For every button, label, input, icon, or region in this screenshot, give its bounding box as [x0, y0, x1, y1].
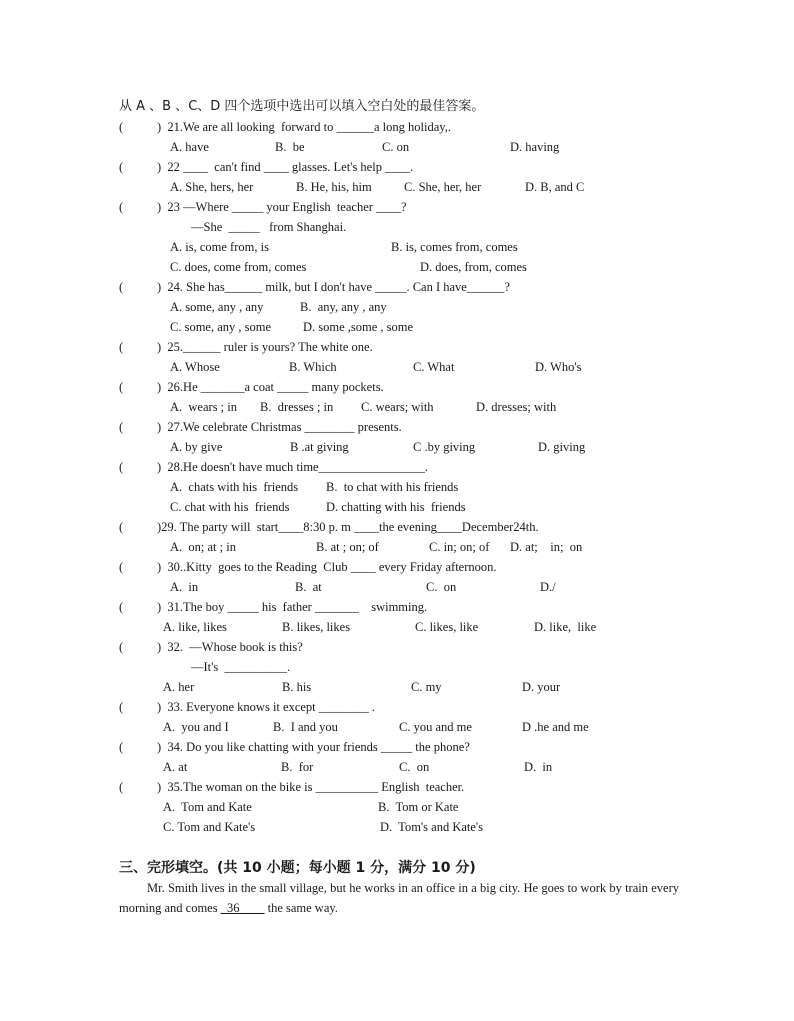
question-stem: ) 22 ____ can't find ____ glasses. Let's help ____. — [157, 160, 414, 174]
option-b: B. for — [281, 760, 314, 774]
question-stem-line-2: —She _____ from Shanghai. — [191, 220, 347, 234]
option-b: B. at ; on; of — [316, 540, 379, 554]
option-d: D. some ,some , some — [303, 320, 414, 334]
question-stem: ) 23 —Where _____ your English teacher ____? — [157, 200, 407, 214]
question-stem: ) 34. Do you like chatting with your friends _____ the phone? — [157, 740, 470, 754]
question-stem: ) 31.The boy _____ his father _______ swimming. — [157, 600, 428, 614]
option-b: B. his — [282, 680, 312, 694]
question-stem: ) 26.He _______a coat _____ many pockets. — [157, 380, 384, 394]
passage-text: Mr. Smith lives in the small village, but he works in an office in a big city. He goes to work by train every morning and comes — [119, 881, 679, 915]
option-c: C. on — [426, 580, 457, 594]
answer-paren: ( — [119, 420, 124, 434]
answer-paren: ( — [119, 340, 124, 354]
cloze-passage — [119, 878, 679, 918]
answer-paren: ( — [119, 740, 124, 754]
option-b: B. is, comes from, comes — [391, 240, 518, 254]
option-c: C. likes, like — [415, 620, 479, 634]
blank-36: _36____ — [220, 901, 265, 915]
passage-text-end: the same way. — [264, 901, 338, 915]
question-stem: ) 24. She has______ milk, but I don't have _____. Can I have______? — [157, 280, 510, 294]
question-stem: )29. The party will start____8:30 p. m ____the evening____December24th. — [157, 520, 539, 534]
option-c: C. She, her, her — [404, 180, 482, 194]
option-a: A. have — [170, 140, 209, 154]
option-c: C. Tom and Kate's — [163, 820, 256, 834]
option-a: A. in — [170, 580, 199, 594]
question-stem: ) 21.We are all looking forward to ______a long holiday,. — [157, 120, 451, 134]
answer-paren: ( — [119, 160, 124, 174]
option-b: B .at giving — [290, 440, 349, 454]
answer-paren: ( — [119, 380, 124, 394]
answer-paren: ( — [119, 280, 124, 294]
option-a: A. Whose — [170, 360, 220, 374]
option-d: D. having — [510, 140, 560, 154]
option-d: D. dresses; with — [476, 400, 557, 414]
option-c: C. in; on; of — [429, 540, 490, 554]
option-c: C. on — [382, 140, 410, 154]
answer-paren: ( — [119, 700, 124, 714]
answer-paren: ( — [119, 640, 124, 654]
option-a: A. you and I — [163, 720, 229, 734]
option-b: B. Tom or Kate — [378, 800, 459, 814]
option-a: A. by give — [170, 440, 223, 454]
answer-paren: ( — [119, 120, 124, 134]
question-stem: ) 30..Kitty goes to the Reading Club ____ every Friday afternoon. — [157, 560, 497, 574]
option-a: A. on; at ; in — [170, 540, 236, 554]
option-c: C. some, any , some — [170, 320, 272, 334]
option-d: D. chatting with his friends — [326, 500, 466, 514]
question-stem: ) 28.He doesn't have much time_________________. — [157, 460, 428, 474]
option-d: D. Tom's and Kate's — [380, 820, 484, 834]
question-stem: ) 35.The woman on the bike is __________ English teacher. — [157, 780, 465, 794]
option-d: D./ — [540, 580, 556, 594]
answer-paren: ( — [119, 200, 124, 214]
option-a: A. wears ; in — [170, 400, 237, 414]
option-d: D. like, like — [534, 620, 597, 634]
option-a: A. chats with his friends — [170, 480, 299, 494]
option-c: C. wears; with — [361, 400, 434, 414]
answer-paren: ( — [119, 780, 124, 794]
option-c: C .by giving — [413, 440, 476, 454]
option-d: D. giving — [538, 440, 586, 454]
option-c: C. my — [411, 680, 442, 694]
option-a: A. like, likes — [163, 620, 227, 634]
option-b: B. be — [275, 140, 305, 154]
question-stem: ) 33. Everyone knows it except ________ . — [157, 700, 376, 714]
option-d: D. in — [524, 760, 553, 774]
option-d: D .he and me — [522, 720, 589, 734]
section-instruction: 从 A 、B 、C、D 四个选项中选出可以填入空白处的最佳答案。 — [119, 99, 485, 114]
option-b: B. I and you — [273, 720, 338, 734]
section-title: 三、完形填空。(共 10 小题；每小题 1 分，满分 10 分) — [119, 860, 476, 876]
question-stem: ) 32. —Whose book is this? — [157, 640, 303, 654]
option-a: A. her — [163, 680, 195, 694]
option-c: C. you and me — [399, 720, 472, 734]
option-d: D. your — [522, 680, 561, 694]
option-b: B. He, his, him — [296, 180, 372, 194]
option-d: D. Who's — [535, 360, 582, 374]
option-b: B. any, any , any — [300, 300, 387, 314]
option-a: A. She, hers, her — [170, 180, 254, 194]
option-c: C. chat with his friends — [170, 500, 290, 514]
question-stem: ) 25.______ ruler is yours? The white one. — [157, 340, 373, 354]
option-b: B. at — [295, 580, 322, 594]
answer-paren: ( — [119, 520, 124, 534]
option-a: A. at — [163, 760, 188, 774]
answer-paren: ( — [119, 560, 124, 574]
option-a: A. is, come from, is — [170, 240, 269, 254]
option-d: D. B, and C — [525, 180, 585, 194]
option-b: B. likes, likes — [282, 620, 351, 634]
option-d: D. at; in; on — [510, 540, 583, 554]
option-a: A. Tom and Kate — [163, 800, 252, 814]
answer-paren: ( — [119, 460, 124, 474]
option-b: B. Which — [289, 360, 337, 374]
option-b: B. dresses ; in — [260, 400, 334, 414]
answer-paren: ( — [119, 600, 124, 614]
question-stem: ) 27.We celebrate Christmas ________ presents. — [157, 420, 402, 434]
option-c: C. What — [413, 360, 455, 374]
option-b: B. to chat with his friends — [326, 480, 459, 494]
option-a: A. some, any , any — [170, 300, 264, 314]
question-stem-line-2: —It's __________. — [191, 660, 291, 674]
option-c: C. does, come from, comes — [170, 260, 307, 274]
option-c: C. on — [399, 760, 430, 774]
option-d: D. does, from, comes — [420, 260, 527, 274]
